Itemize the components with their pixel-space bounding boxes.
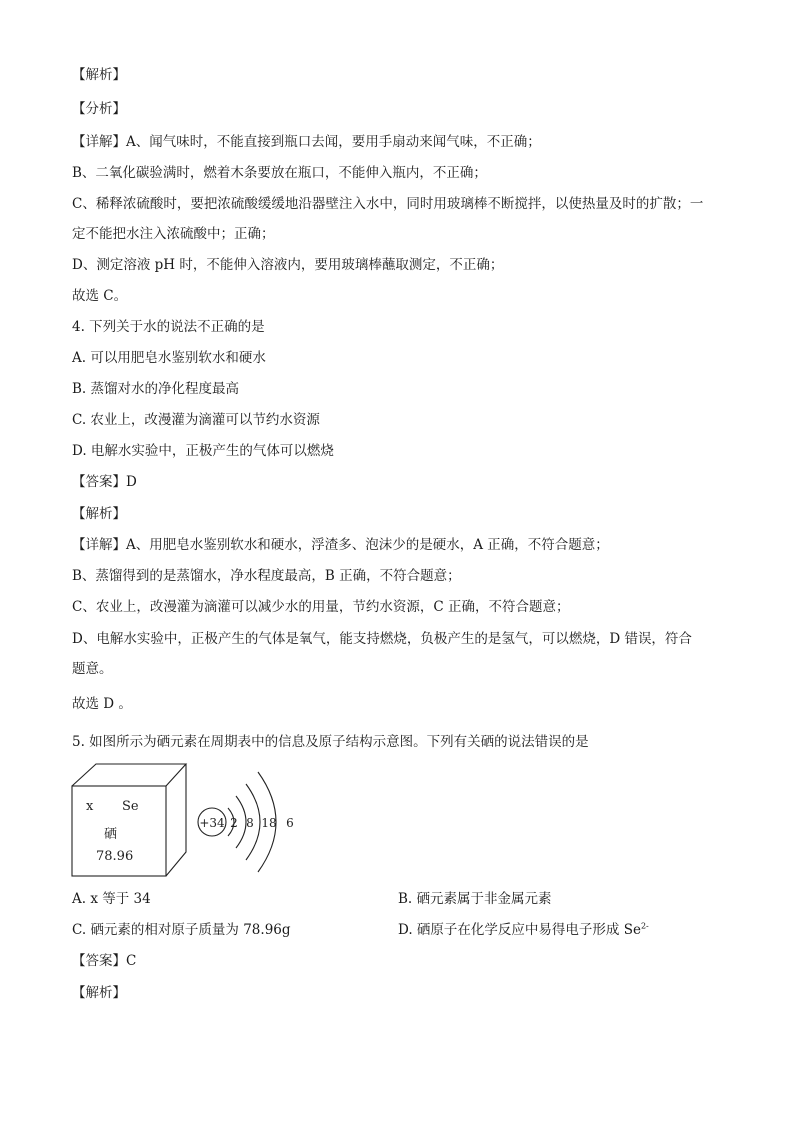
q4-option-c: C. 农业上，改漫灌为滴灌可以节约水资源 <box>72 412 320 428</box>
shell-count-4: 6 <box>286 816 294 830</box>
q3-detail-a: 【详解】A、闻气味时，不能直接到瓶口去闻，要用手扇动来闻气味，不正确； <box>72 134 541 150</box>
q4-option-a: A. 可以用肥皂水鉴别软水和硬水 <box>72 350 266 366</box>
section-label-jiexi: 【解析】 <box>72 67 126 83</box>
ion-charge: 2- <box>640 921 649 931</box>
q4-jiexi-label: 【解析】 <box>72 506 126 522</box>
q5-option-b: B. 硒元素属于非金属元素 <box>398 891 552 907</box>
q4-detail-c: C、农业上，改漫灌为滴灌可以减少水的用量，节约水资源，C 正确，不符合题意； <box>72 599 570 615</box>
q4-detail-d-line1: D、电解水实验中，正极产生的气体是氧气，能支持燃烧，负极产生的是氢气，可以燃烧，D 错误，符合 <box>72 631 692 647</box>
q5-jiexi-label: 【解析】 <box>72 985 126 1001</box>
q3-detail-c-line2: 定不能把水注入浓硫酸中；正确； <box>72 226 275 242</box>
q5-option-c: C. 硒元素的相对原子质量为 78.96g <box>72 922 291 938</box>
q5-option-a: A. x 等于 34 <box>72 891 151 907</box>
q4-option-b: B. 蒸馏对水的净化程度最高 <box>72 381 240 397</box>
cell-atomic-mass: 78.96 <box>96 849 134 864</box>
section-label-xiangjie: 【详解】 <box>72 134 126 150</box>
q3-detail-b: B、二氧化碳验满时，燃着木条要放在瓶口，不能伸入瓶内，不正确； <box>72 165 487 181</box>
shell-count-3: 18 <box>261 816 277 830</box>
q4-detail-b: B、蒸馏得到的是蒸馏水，净水程度最高，B 正确，不符合题意； <box>72 568 461 584</box>
q5-option-d: D. 硒原子在化学反应中易得电子形成 $Se^{2-}$ <box>398 921 649 938</box>
shell-count-2: 8 <box>246 816 254 830</box>
selenium-figure <box>68 760 328 880</box>
q3-detail-d: D、测定溶液 pH 时，不能伸入溶液内，要用玻璃棒蘸取测定，不正确； <box>72 257 504 273</box>
shell-count-1: 2 <box>230 816 238 830</box>
q4-answer: 【答案】D <box>72 474 137 490</box>
q4-stem: 4. 下列关于水的说法不正确的是 <box>72 319 265 335</box>
cell-symbol: Se <box>122 799 139 814</box>
q3-conclusion: 故选 C。 <box>72 288 128 304</box>
q4-conclusion: 故选 D 。 <box>72 696 132 712</box>
q4-option-d: D. 电解水实验中，正极产生的气体可以燃烧 <box>72 443 334 459</box>
nucleus-charge: +34 <box>199 816 225 830</box>
q5-answer: 【答案】C <box>72 953 137 969</box>
q3-detail-c-line1: C、稀释浓硫酸时，要把浓硫酸缓缓地沿器壁注入水中，同时用玻璃棒不断搅拌，以使热量及时的扩散；一 <box>72 196 704 212</box>
q4-detail-d-line2: 题意。 <box>72 661 113 677</box>
cell-element-name: 硒 <box>104 827 118 842</box>
q5-stem: 5. 如图所示为硒元素在周期表中的信息及原子结构示意图。下列有关硒的说法错误的是 <box>72 734 589 750</box>
q4-detail-a: 【详解】A、用肥皂水鉴别软水和硬水，浮渣多、泡沫少的是硬水，A 正确，不符合题意； <box>72 537 609 553</box>
section-label-fenxi: 【分析】 <box>72 101 126 117</box>
cell-atomic-number: x <box>86 799 94 814</box>
